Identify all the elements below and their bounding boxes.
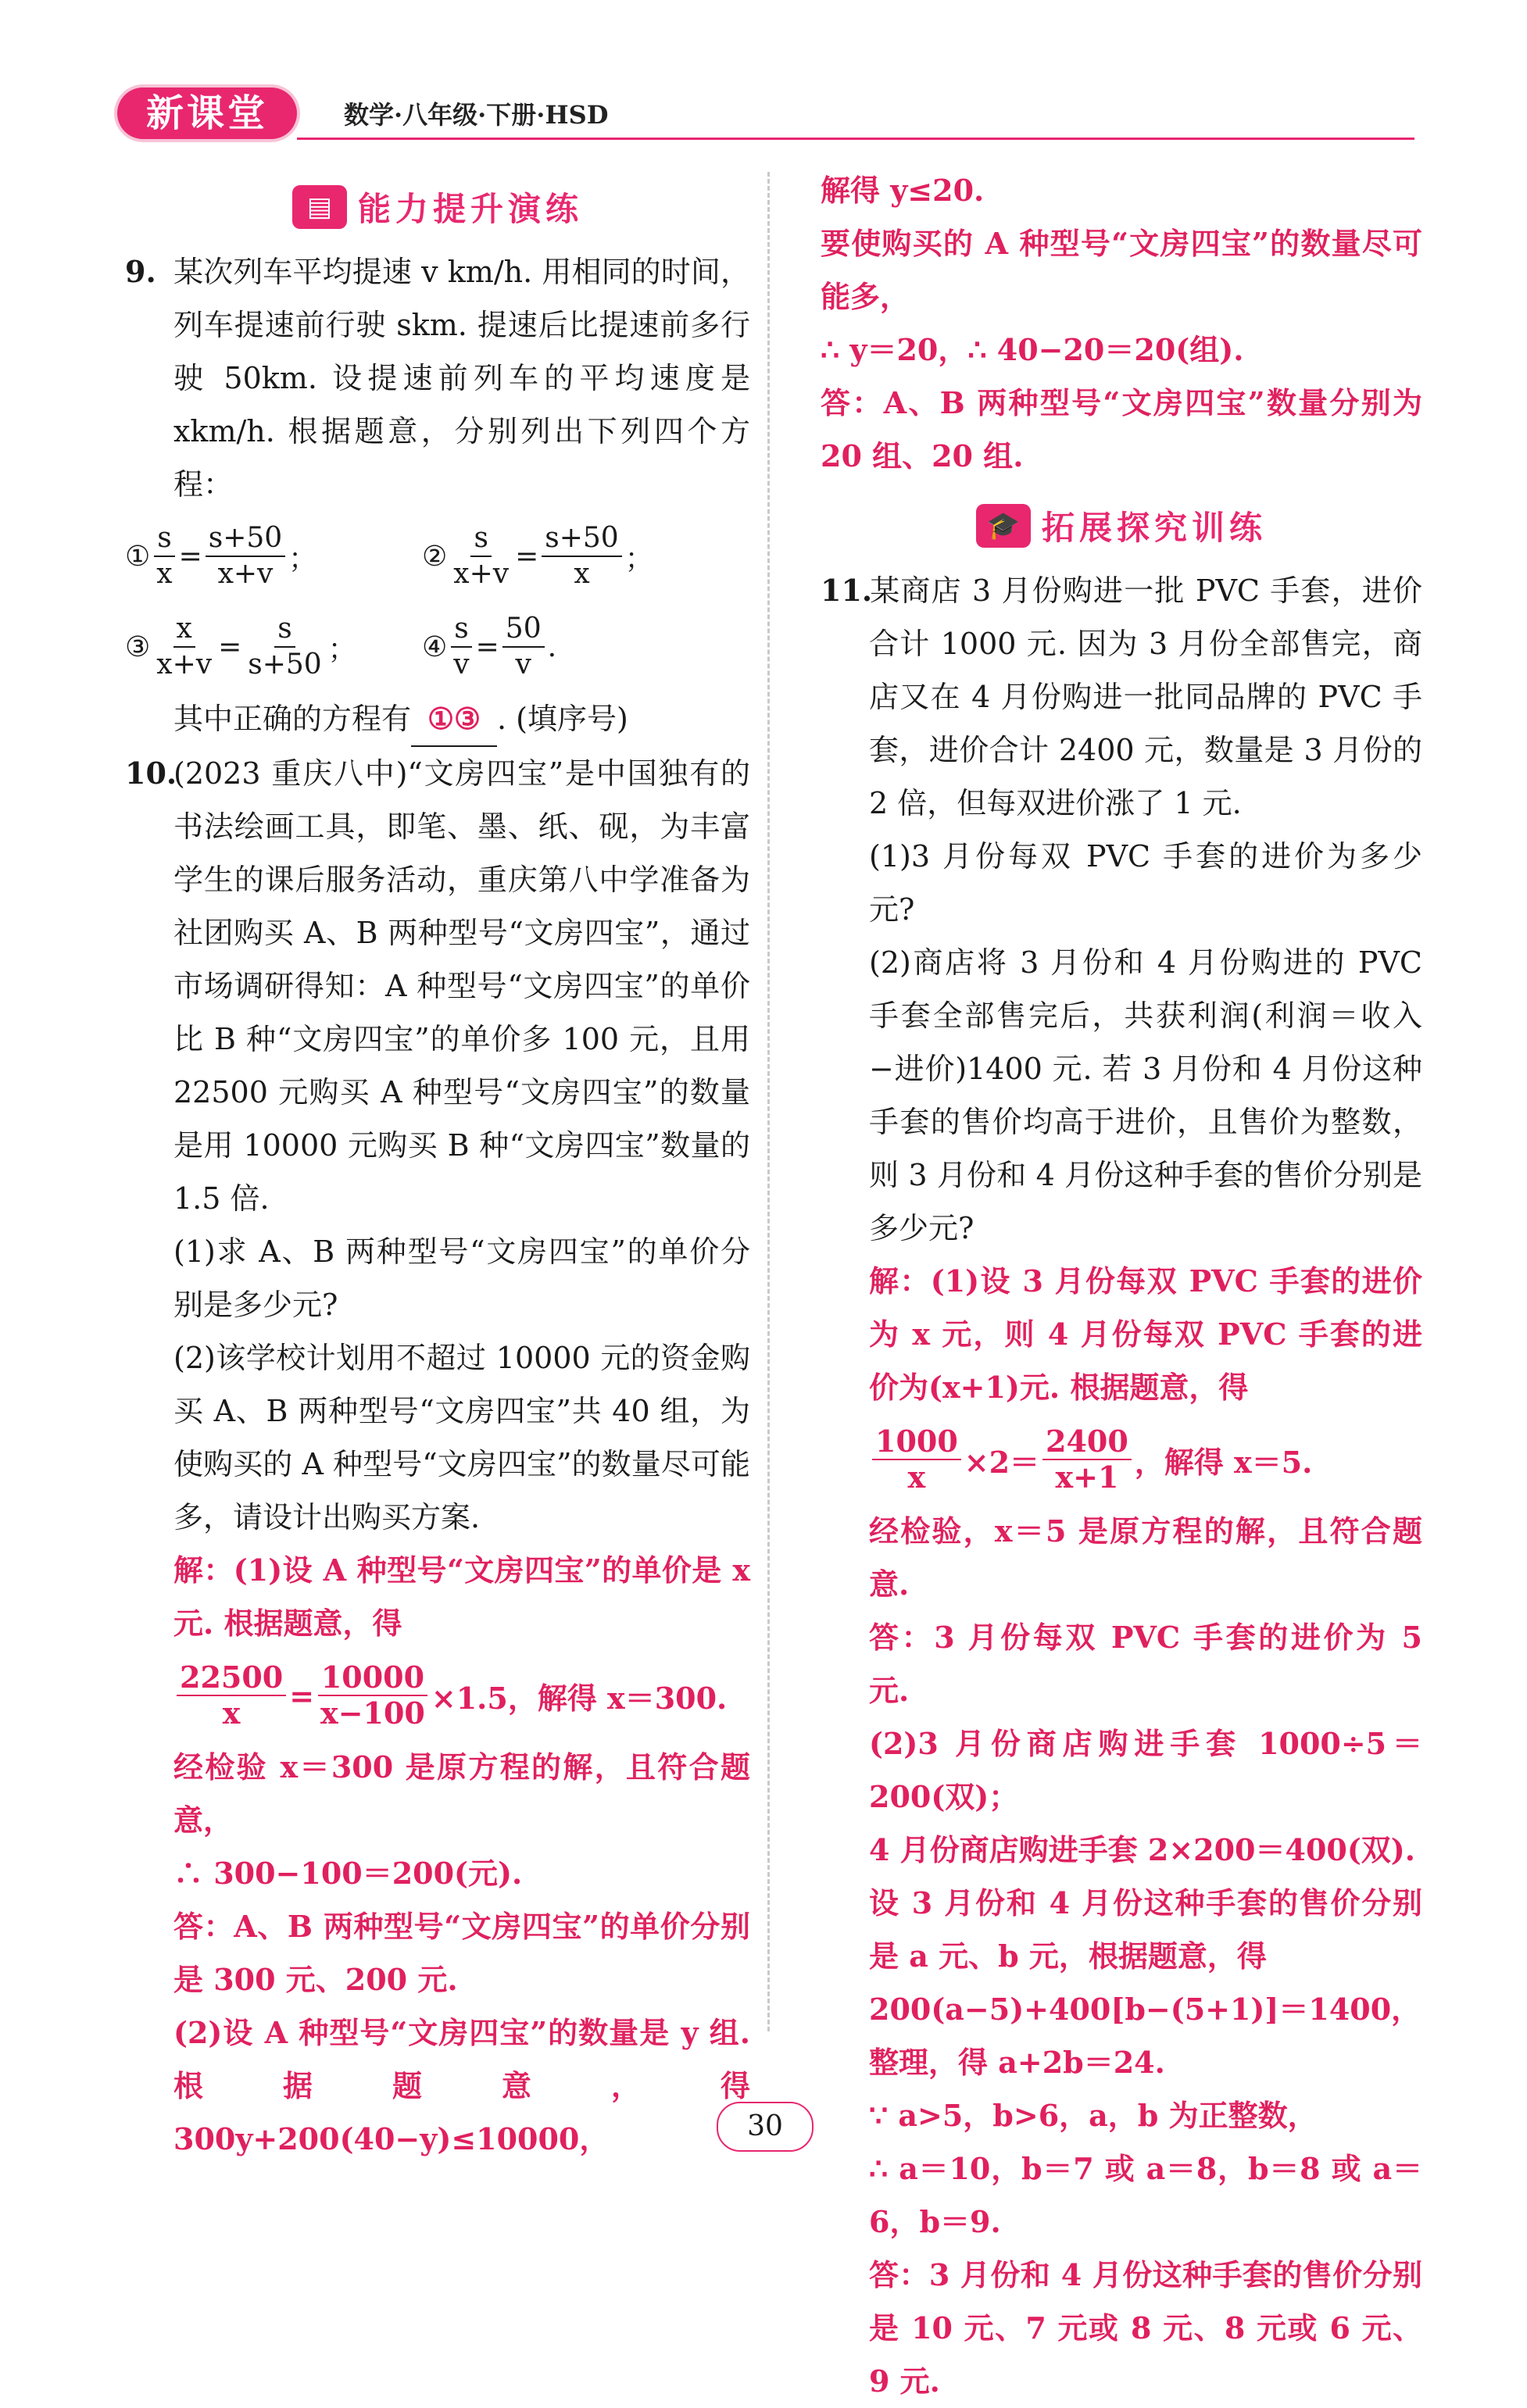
section-explore <box>821 491 1422 561</box>
solution-line: ∴ 300−100＝200(元). <box>173 1856 523 1891</box>
graduation-cap-icon: 🎓 <box>976 504 1031 548</box>
question-part: (2)商店将 3 月份和 4 月份购进的 PVC 手套全部售完后，共获利润(利润＝收入−进价)1400 元. 若 3 月份和 4 月份这种手套的售价均高于进价，且售价为整数，则 3 月份和 4 月份这种手套的售价分别是多少元? <box>869 945 1422 1245</box>
solution-line: 答：3 月份每双 PVC 手套的进价为 5 元. <box>869 1620 1422 1708</box>
column-divider <box>767 172 770 2031</box>
solution-line: 要使购买的 A 种型号“文房四宝”的数量尽可能多， <box>821 226 1422 314</box>
equation-4: ④ $\frac{s}{v}$ = $\frac{50}{v}$ . <box>422 613 557 681</box>
right-column <box>821 164 1422 2408</box>
question-part: (1)3 月份每双 PVC 手套的进价为多少元? <box>869 839 1422 927</box>
left-column <box>125 164 750 2166</box>
book-title: 数学·八年级·下册·HSD <box>344 100 609 130</box>
section-ability <box>125 172 750 242</box>
solution-equation: $\frac{22500}{x}$ = $\frac{10000}{x-100}$ ×1.5，解得 x＝300. <box>125 1650 750 1741</box>
solution-line: 200(a−5)+400[b−(5+1)]＝1400， <box>869 1992 1422 2027</box>
section-title-ability: 能力提升演练 <box>357 190 583 228</box>
solution-line: (2)3 月份商店购进手套 1000÷5＝200(双)； <box>869 1726 1422 1814</box>
section-title-explore: 拓展探究训练 <box>1041 509 1267 547</box>
solution-line: 经检验 x＝300 是原方程的解，且符合题意， <box>173 1749 750 1838</box>
books-icon: ▤ <box>292 185 347 229</box>
fill-blank-line: 其中正确的方程有 ①③ . (填序号) <box>125 692 750 747</box>
solution-line: 4 月份商店购进手套 2×200＝400(双). <box>869 1832 1416 1867</box>
question-text: 某次列车平均提速 v km/h. 用相同的时间，列车提速前行驶 skm. 提速后比提速前多行驶 50km. 设提速前列车的平均速度是 xkm/h. 根据题意，分别列出下列四个方程： <box>173 255 750 502</box>
question-10 <box>125 747 750 1225</box>
equation-row <box>125 511 750 602</box>
question-part: (2)该学校计划用不超过 10000 元的资金购买 A、B 两种型号“文房四宝”共 40 组，为使购买的 A 种型号“文房四宝”的数量尽可能多，请设计出购买方案. <box>173 1341 750 1534</box>
solution-line: 答：A、B 两种型号“文房四宝”数量分别为 20 组、20 组. <box>821 385 1422 473</box>
question-number: 10. <box>125 756 177 791</box>
solution-line: ∴ a＝10，b＝7 或 a＝8，b＝8 或 a＝6，b＝9. <box>869 2151 1422 2239</box>
question-text: (2023 重庆八中)“文房四宝”是中国独有的书法绘画工具，即笔、墨、纸、砚，为丰富学生的课后服务活动，重庆第八中学准备为社团购买 A、B 两种型号“文房四宝”，通过市场调研得知：A 种型号“文房四宝”的单价比 B 种“文房四宝”的单价多 100 元，且用 22500 元购买 A 种型号“文房四宝”的数量是用 10000 元购买 B 种“文房四宝”数量的 1.5 倍. <box>173 756 750 1216</box>
question-text: 某商店 3 月份购进一批 PVC 手套，进价合计 1000 元. 因为 3 月份全部售完，商店又在 4 月份购进一批同品牌的 PVC 手套，进价合计 2400 元，数量是 3 月份的 2 倍，但每双进价涨了 1 元. <box>869 573 1422 820</box>
equation-1: ① $\frac{s}{x}$ = $\frac{s+50}{x+v}$ ； <box>125 522 317 590</box>
solution-line: 经检验，x＝5 是原方程的解，且符合题意. <box>869 1513 1422 1602</box>
solution-line: 答：3 月份和 4 月份这种手套的售价分别是 10 元、7 元或 8 元、8 元或 6 元、9 元. <box>869 2257 1422 2399</box>
page-header <box>117 78 1414 148</box>
page-number: 30 <box>717 2102 814 2152</box>
equation-row <box>125 602 750 692</box>
solution-line: 解：(1)设 A 种型号“文房四宝”的单价是 x 元. 根据题意，得 <box>173 1552 750 1641</box>
equation-2: ② $\frac{s}{x+v}$ = $\frac{s+50}{x}$ ； <box>422 522 653 590</box>
solution-equation: $\frac{1000}{x}$ ×2＝ $\frac{2400}{x+1}$ ，解得 x＝5. <box>821 1414 1422 1505</box>
solution-line: ∴ y＝20，∴ 40−20＝20(组). <box>821 332 1244 367</box>
equation-3: ③ $\frac{x}{x+v}$ = $\frac{s}{s+50}$ ； <box>125 613 356 681</box>
fill-blank-answer: ①③ <box>411 692 497 747</box>
question-number: 11. <box>821 573 873 608</box>
question-part: (1)求 A、B 两种型号“文房四宝”的单价分别是多少元? <box>173 1234 750 1322</box>
solution-line: 整理，得 a+2b＝24. <box>869 2045 1165 2080</box>
question-number: 9. <box>125 254 156 289</box>
solution-line: 设 3 月份和 4 月份这种手套的售价分别是 a 元、b 元，根据题意，得 <box>869 1885 1422 1974</box>
solution-line: (2)设 A 种型号“文房四宝”的数量是 y 组. 根据题意，得 300y+200(40−y)≤10000， <box>173 2015 750 2156</box>
solution-line: ∵ a>5，b>6，a，b 为正整数， <box>869 2098 1318 2133</box>
question-9 <box>125 245 750 511</box>
question-11 <box>821 564 1422 830</box>
solution-line: 解：(1)设 3 月份每双 PVC 手套的进价为 x 元，则 4 月份每双 PVC 手套的进价为(x+1)元. 根据题意，得 <box>869 1263 1422 1405</box>
brand-logo: 新课堂 <box>117 88 297 139</box>
solution-line: 解得 y≤20. <box>821 173 985 208</box>
header-rule <box>297 138 1414 140</box>
solution-line: 答：A、B 两种型号“文房四宝”的单价分别是 300 元、200 元. <box>173 1909 750 1997</box>
